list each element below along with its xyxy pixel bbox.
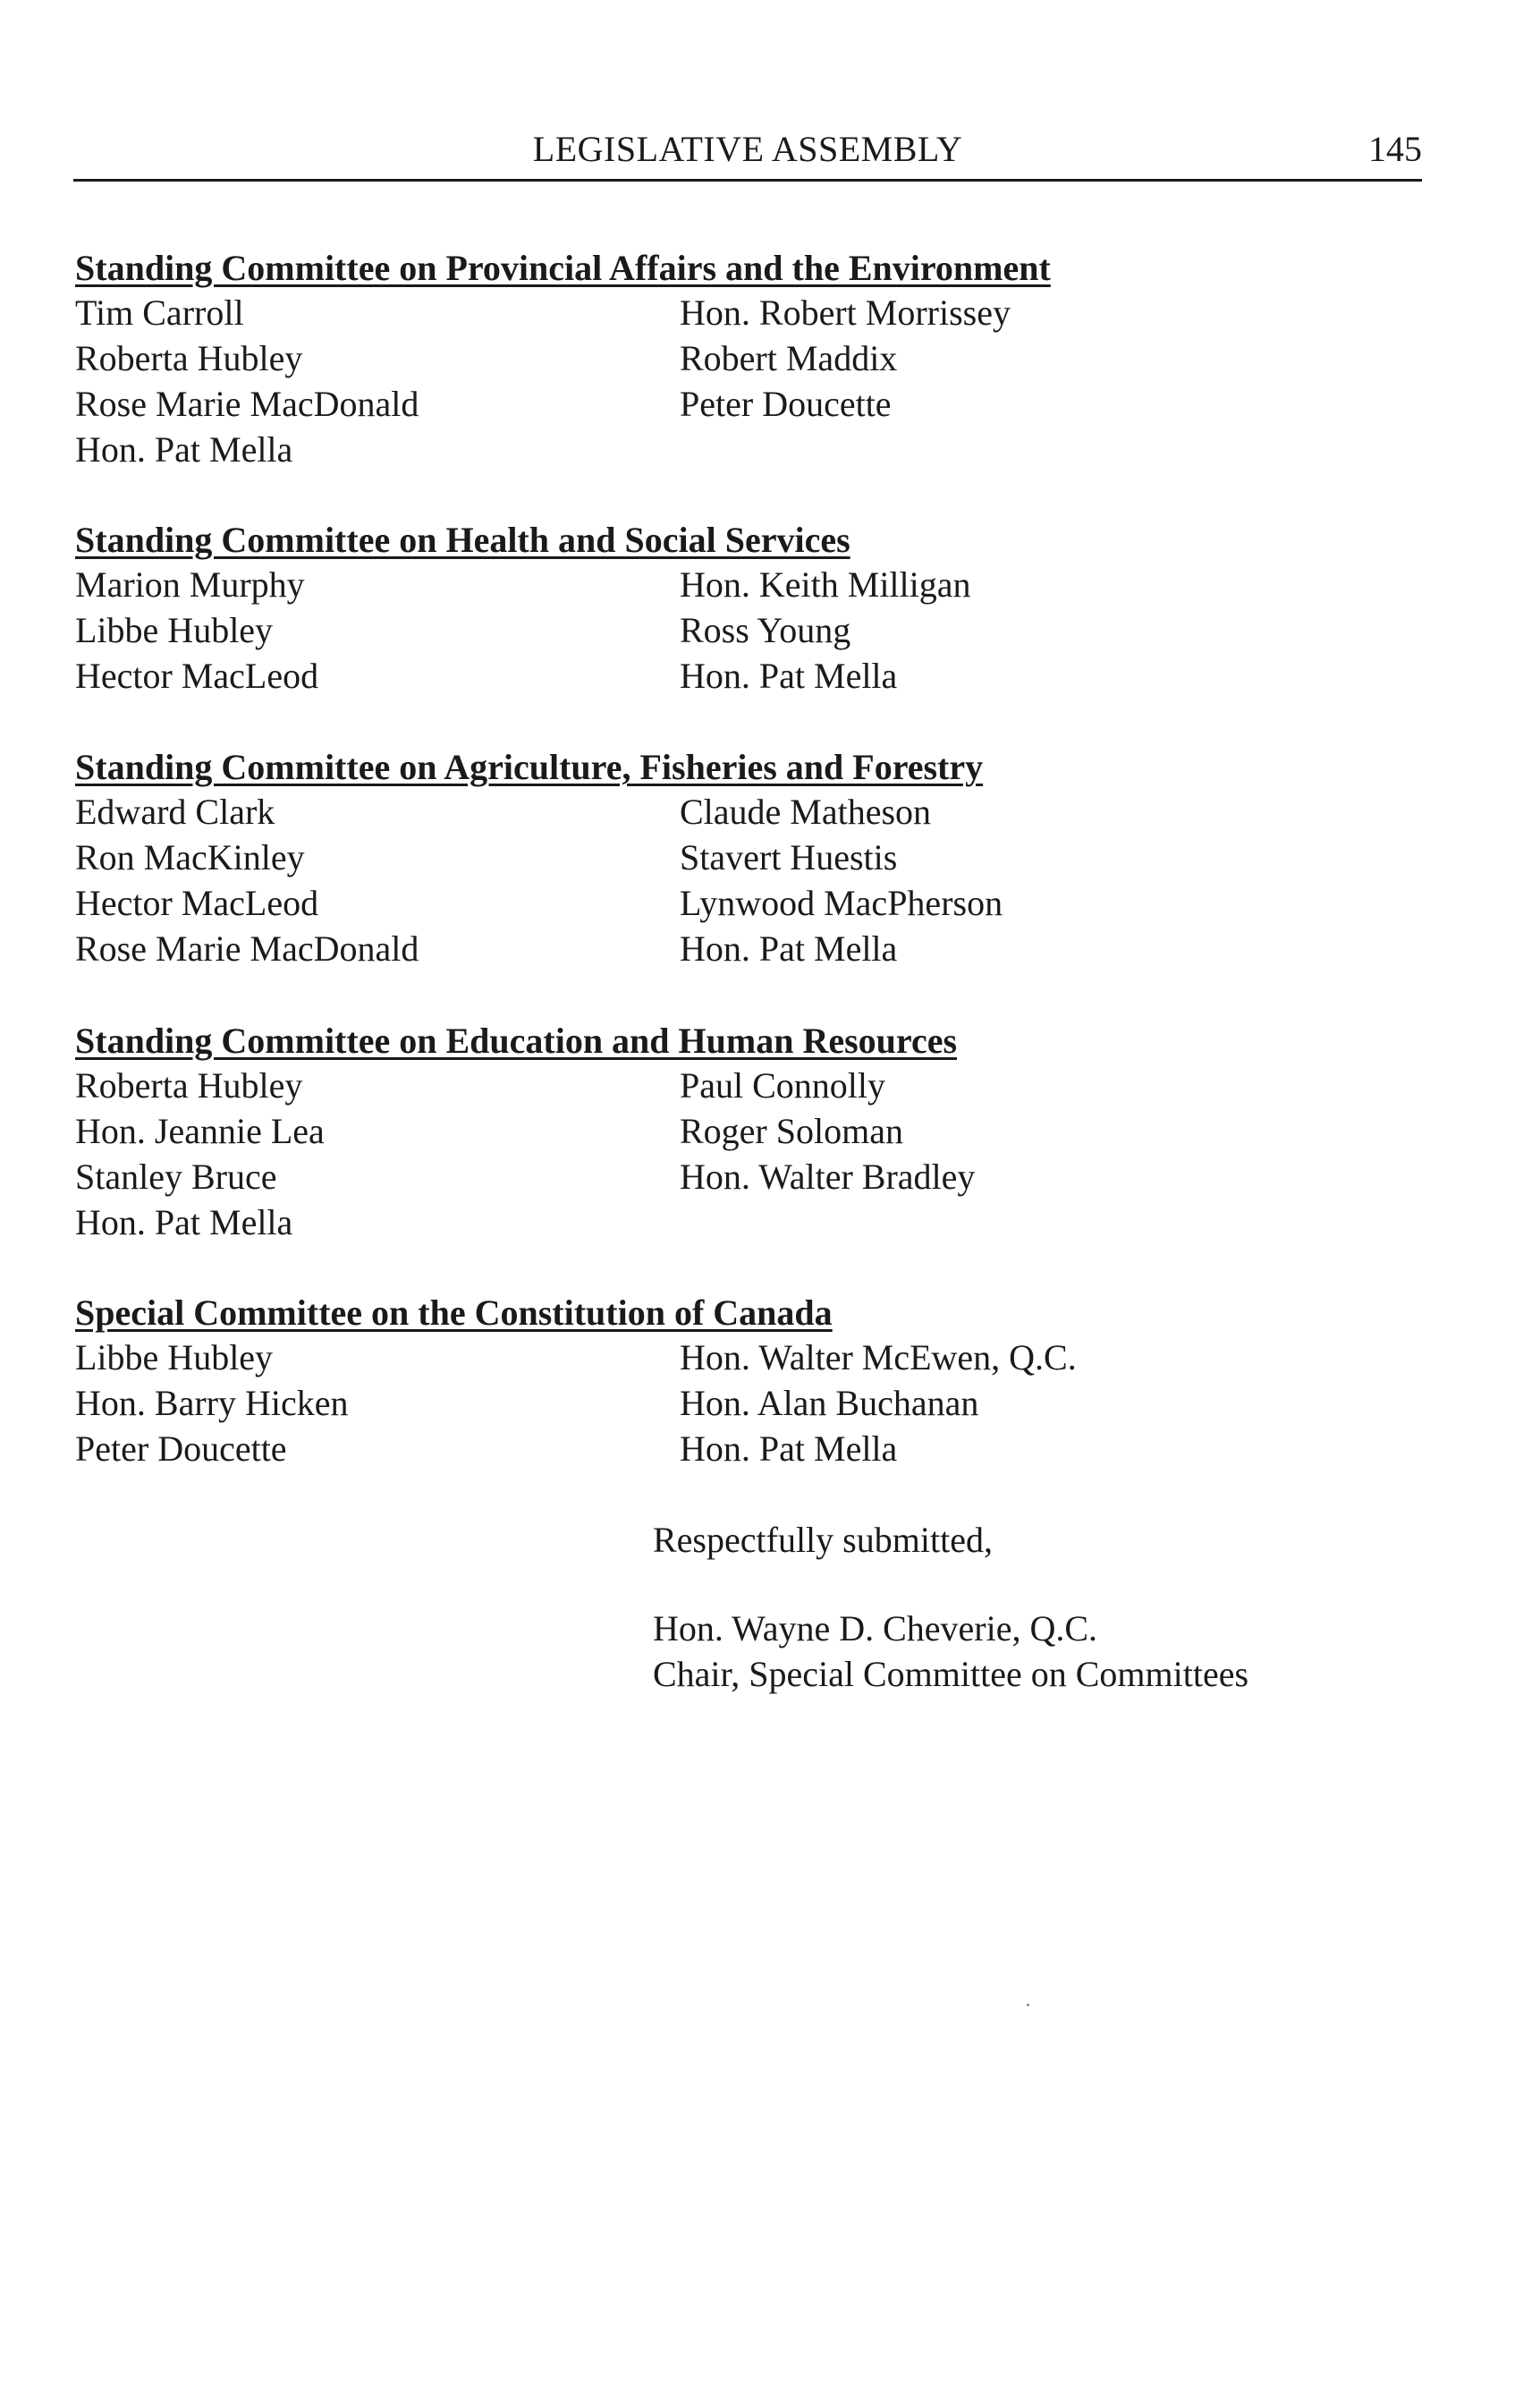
committee-title: Special Committee on the Constitution of Canada <box>75 1292 833 1333</box>
member: Stanley Bruce <box>75 1157 277 1197</box>
member: Hon. Pat Mella <box>680 1428 898 1469</box>
member: Ron MacKinley <box>75 837 305 877</box>
member-list <box>75 1063 1399 1245</box>
committee-title: Standing Committee on Agriculture, Fisheries and Forestry <box>75 747 984 787</box>
member: Hon. Robert Morrissey <box>680 292 1011 333</box>
member: Libbe Hubley <box>75 610 274 650</box>
member: Robert Maddix <box>680 338 898 378</box>
member: Paul Connolly <box>680 1065 886 1106</box>
member: Marion Murphy <box>75 564 305 605</box>
signatory-title: Chair, Special Committee on Committees <box>653 1654 1249 1694</box>
member: Hon. Alan Buchanan <box>680 1383 979 1423</box>
member: Rose Marie MacDonald <box>75 928 419 969</box>
member: Hon. Walter McEwen, Q.C. <box>680 1337 1077 1377</box>
member: Hon. Pat Mella <box>680 928 898 969</box>
running-title: LEGISLATIVE ASSEMBLY <box>532 129 963 169</box>
member: Hon. Walter Bradley <box>680 1157 976 1197</box>
member: Hon. Pat Mella <box>680 656 898 696</box>
member-list <box>75 1335 1399 1471</box>
member: Tim Carroll <box>75 292 244 333</box>
committee-education-human-resources <box>75 1020 1399 1245</box>
committee-title: Standing Committee on Health and Social Services <box>75 520 850 560</box>
member: Hon. Pat Mella <box>75 429 293 470</box>
member: Hon. Jeannie Lea <box>75 1111 325 1151</box>
committee-provincial-affairs <box>75 247 1399 472</box>
committee-agriculture-fisheries-forestry <box>75 746 1399 971</box>
member: Roberta Hubley <box>75 338 303 378</box>
spacer <box>653 1563 1248 1606</box>
member: Hector MacLeod <box>75 883 319 923</box>
member: Hon. Pat Mella <box>75 1202 293 1242</box>
member: Stavert Huestis <box>680 837 898 877</box>
committee-health-social-services <box>75 519 1399 699</box>
committee-title: Standing Committee on Education and Human Resources <box>75 1021 958 1061</box>
page-number: 145 <box>1368 129 1422 169</box>
committee-title: Standing Committee on Provincial Affairs and the Environment <box>75 248 1051 288</box>
member: Lynwood MacPherson <box>680 883 1003 923</box>
member: Roger Soloman <box>680 1111 903 1151</box>
member: Edward Clark <box>75 792 275 832</box>
member: Claude Matheson <box>680 792 932 832</box>
member: Hon. Barry Hicken <box>75 1383 349 1423</box>
salutation: Respectfully submitted, <box>653 1520 993 1560</box>
scan-speck <box>1027 2004 1029 2006</box>
closing-block <box>653 1517 1248 1697</box>
member: Roberta Hubley <box>75 1065 303 1106</box>
signatory-name: Hon. Wayne D. Cheverie, Q.C. <box>653 1608 1098 1648</box>
member: Hon. Keith Milligan <box>680 564 971 605</box>
member: Libbe Hubley <box>75 1337 274 1377</box>
member: Peter Doucette <box>75 1428 287 1469</box>
member-list <box>75 562 1399 699</box>
member-list <box>75 789 1399 971</box>
committee-constitution-of-canada <box>75 1292 1399 1471</box>
member: Peter Doucette <box>680 384 892 424</box>
running-header <box>73 125 1422 182</box>
member: Ross Young <box>680 610 851 650</box>
member-list <box>75 290 1399 472</box>
member: Hector MacLeod <box>75 656 319 696</box>
member: Rose Marie MacDonald <box>75 384 419 424</box>
